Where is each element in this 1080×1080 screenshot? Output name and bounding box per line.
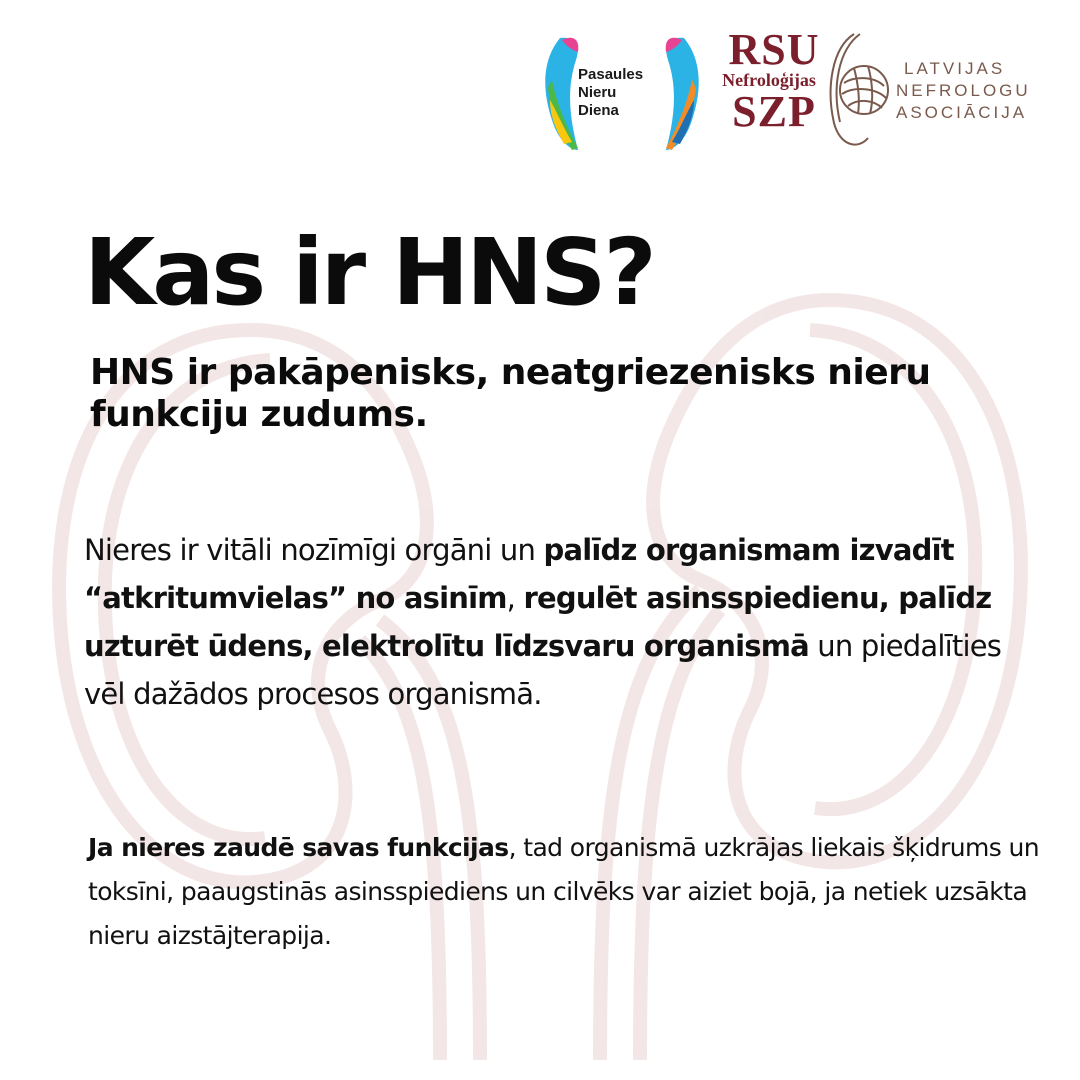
para1-text-3: un piedalīties vēl dažādos procesos organismā. <box>84 629 1002 711</box>
lna-line-3: ASOCIĀCIJA <box>896 103 1028 122</box>
page-subtitle: HNS ir pakāpenisks, neatgriezenisks nieru funkciju zudums. <box>90 352 931 435</box>
rsu-logo-top: RSU <box>728 25 820 74</box>
kidney-failure-paragraph <box>88 826 1048 958</box>
kidney-function-paragraph <box>84 526 1034 718</box>
lna-line-1: LATVIJAS <box>904 59 1006 78</box>
para1-bold-1: palīdz organismam izvadīt “atkritumvielas” no asinīm <box>84 533 954 615</box>
lna-line-2: NEFROLOGU <box>896 81 1031 100</box>
para2-text-1: , tad organismā uzkrājas liekais šķidrums un toksīni, paaugstinās asinsspiediens un cilvēks var aiziet bojā, ja netiek uzsākta nieru aizstājterapija. <box>88 833 1040 950</box>
para1-bold-2: regulēt asinsspiedienu, palīdz uzturēt ūdens, elektrolītu līdzsvaru organismā <box>84 581 992 663</box>
para1-text-1: Nieres ir vitāli nozīmīgi orgāni un <box>84 533 544 567</box>
pnd-line-2: Nieru <box>578 84 617 101</box>
rsu-logo-middle: Nefroloģijas <box>722 70 816 90</box>
rsu-logo-bottom: SZP <box>732 87 816 136</box>
para1-text-2: , <box>506 581 524 615</box>
pnd-line-1: Pasaules <box>578 66 644 83</box>
para2-bold-1: Ja nieres zaudē savas funkcijas <box>88 833 509 862</box>
pnd-line-3: Diena <box>578 102 619 119</box>
page-title: Kas ir HNS? <box>84 219 654 326</box>
